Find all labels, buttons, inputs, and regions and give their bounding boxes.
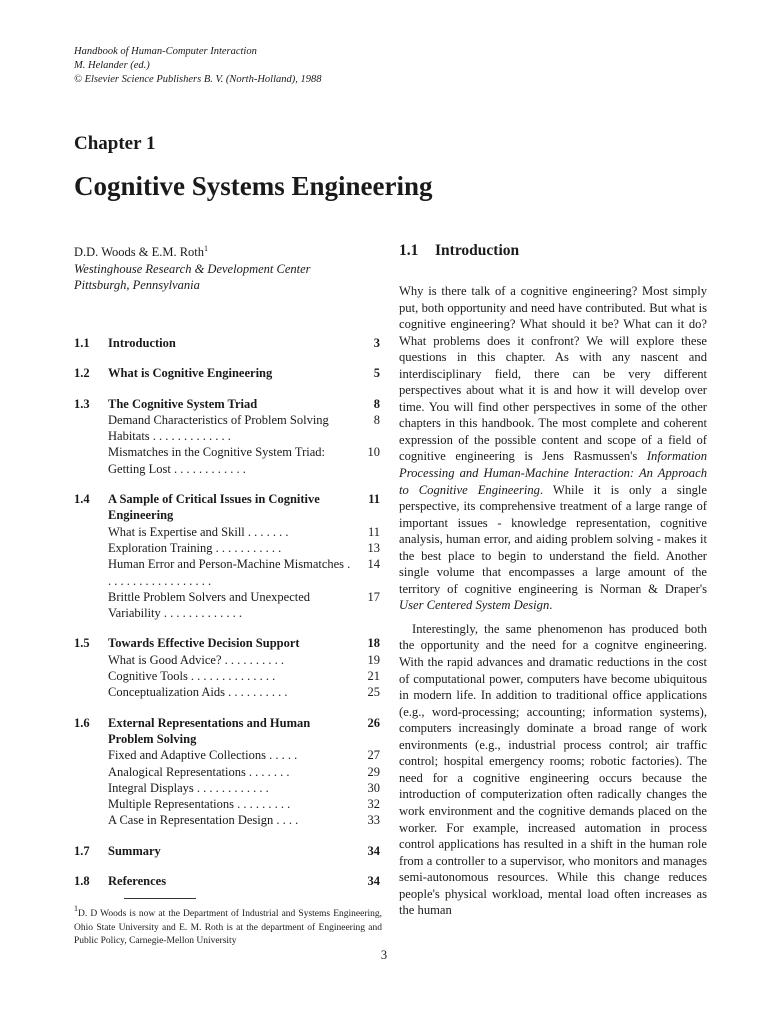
header-publisher: © Elsevier Science Publishers B. V. (North-Holland), 1988 bbox=[74, 74, 322, 85]
section-heading bbox=[399, 242, 519, 260]
toc-subentry-page: 27 bbox=[367, 748, 380, 763]
toc-page-number: 34 bbox=[367, 874, 380, 889]
toc-section bbox=[74, 335, 380, 351]
p1-part-1: Why is there talk of a cognitive engineering? Most simply put, both opportunity and need have contributed. But what is cognitive engineering? What should it be? What can it do? What problems does it confront? We will explore these questions in this chapter. As with any nascent and interdisciplinary field, there can be very different perspectives about what it is and how it will develop over time. You will find other perspectives in some of the other chapters in this handbook. The most complete and coherent expression of the possible content and scope of a field of cognitive engineering is Jens Rasmussen's bbox=[399, 284, 707, 464]
toc-subentry-page: 17 bbox=[367, 589, 380, 604]
toc-subentry bbox=[74, 796, 380, 812]
toc-subentry-page: 21 bbox=[367, 669, 380, 684]
toc-title: The Cognitive System Triad bbox=[108, 396, 258, 411]
toc-page-number: 8 bbox=[373, 396, 380, 411]
table-of-contents bbox=[74, 335, 380, 903]
toc-subentry-page: 13 bbox=[367, 540, 380, 555]
toc-subentry-page: 32 bbox=[367, 797, 380, 812]
header-book-title: Handbook of Human-Computer Interaction bbox=[74, 46, 257, 57]
toc-subentry bbox=[74, 412, 380, 445]
author-names-text: D.D. Woods & E.M. Roth bbox=[74, 245, 205, 259]
paragraph-1 bbox=[399, 283, 707, 614]
toc-entry bbox=[74, 873, 380, 889]
p1-book-title-2: User Centered System Design bbox=[399, 598, 550, 613]
toc-entry bbox=[74, 365, 380, 381]
toc-subentry-title: Conceptualization Aids . . . . . . . . . . bbox=[108, 685, 288, 700]
toc-section bbox=[74, 491, 380, 621]
footnote bbox=[74, 904, 382, 949]
toc-subentry-title: Human Error and Person-Machine Mismatches . . . . . . . . . . . . . . . . . . bbox=[108, 557, 351, 588]
toc-section bbox=[74, 396, 380, 477]
toc-subentry-title: Cognitive Tools . . . . . . . . . . . . . . bbox=[108, 669, 276, 684]
p1-part-3: . bbox=[549, 598, 553, 613]
toc-number: 1.7 bbox=[74, 843, 90, 858]
toc-subentry-title: Mismatches in the Cognitive System Triad: Getting Lost . . . . . . . . . . . . bbox=[108, 445, 326, 476]
toc-subentry-title: Brittle Problem Solvers and Unexpected Variability . . . . . . . . . . . . . bbox=[108, 589, 311, 621]
toc-number: 1.4 bbox=[74, 492, 90, 507]
toc-number: 1.5 bbox=[74, 636, 90, 651]
toc-page-number: 26 bbox=[367, 715, 380, 730]
toc-subentry-title: A Case in Representation Design . . . . bbox=[108, 813, 299, 828]
toc-title: References bbox=[108, 874, 167, 889]
toc-number: 1.3 bbox=[74, 396, 90, 411]
toc-subentry-page: 19 bbox=[367, 652, 380, 667]
toc-subentry-title: Exploration Training . . . . . . . . . . . bbox=[108, 540, 282, 555]
toc-subentry-page: 33 bbox=[367, 813, 380, 828]
toc-subentry bbox=[74, 589, 380, 622]
footnote-rule bbox=[124, 898, 196, 899]
toc-section bbox=[74, 365, 380, 381]
toc-page-number: 18 bbox=[367, 636, 380, 651]
toc-subentry bbox=[74, 764, 380, 780]
toc-subentry-page: 25 bbox=[367, 685, 380, 700]
toc-subentry bbox=[74, 444, 380, 477]
toc-entry bbox=[74, 335, 380, 351]
toc-subentry bbox=[74, 556, 380, 589]
toc-title: External Representations and Human Problem Solving bbox=[108, 715, 311, 746]
section-number: 1.1 bbox=[399, 242, 419, 259]
toc-subentry-page: 29 bbox=[367, 764, 380, 779]
page-number: 3 bbox=[380, 948, 388, 962]
toc-page-number: 34 bbox=[367, 843, 380, 858]
toc-number: 1.1 bbox=[74, 336, 90, 350]
toc-entry bbox=[74, 635, 380, 651]
author-names bbox=[74, 244, 311, 261]
toc-subentry bbox=[74, 524, 380, 540]
toc-entry bbox=[74, 396, 380, 412]
toc-subentry-title: What is Good Advice? . . . . . . . . . . bbox=[108, 652, 285, 667]
toc-section bbox=[74, 843, 380, 859]
toc-entry bbox=[74, 491, 380, 524]
toc-subentry bbox=[74, 684, 380, 700]
chapter-title: Cognitive Systems Engineering bbox=[74, 171, 433, 201]
toc-subentry-title: Integral Displays . . . . . . . . . . . . bbox=[108, 780, 269, 795]
toc-section bbox=[74, 635, 380, 700]
toc-title: A Sample of Critical Issues in Cognitive Engineering bbox=[108, 492, 320, 523]
toc-subentry-title: Demand Characteristics of Problem Solving Habitats . . . . . . . . . . . . . bbox=[108, 412, 329, 444]
toc-page-number: 11 bbox=[368, 492, 380, 507]
toc-subentry bbox=[74, 652, 380, 668]
toc-number: 1.8 bbox=[74, 874, 90, 889]
toc-page-number: 3 bbox=[373, 336, 380, 350]
toc-title: Summary bbox=[108, 843, 161, 858]
toc-subentry-title: Multiple Representations . . . . . . . . . bbox=[108, 797, 291, 812]
toc-subentry-title: What is Expertise and Skill . . . . . . . bbox=[108, 524, 289, 539]
toc-title: Towards Effective Decision Support bbox=[108, 636, 300, 651]
toc-page-number: 5 bbox=[373, 366, 380, 381]
toc-section bbox=[74, 715, 380, 829]
toc-title: What is Cognitive Engineering bbox=[108, 366, 273, 381]
p1-part-2: . While it is only a single perspective, its comprehensive treatment of a large range of important issues - knowledge representation, cognitive analysis, human error, and aiding problem solving - makes it the best place to begin to understand the field. Another single volume that encompasses a large amount of the territory of cognitive engineering is Norman & Draper's bbox=[399, 482, 707, 596]
toc-subentry bbox=[74, 780, 380, 796]
toc-subentry-page: 30 bbox=[367, 780, 380, 795]
section-title: Introduction bbox=[435, 242, 520, 259]
toc-subentry-title: Fixed and Adaptive Collections . . . . . bbox=[108, 748, 298, 763]
toc-subentry-title: Analogical Representations . . . . . . . bbox=[108, 764, 290, 779]
toc-title: Introduction bbox=[108, 336, 176, 350]
toc-section bbox=[74, 873, 380, 889]
footnote-mark: 1 bbox=[74, 904, 78, 913]
toc-subentry bbox=[74, 668, 380, 684]
footnote-text: D. D Woods is now at the Department of Industrial and Systems Engineering, Ohio State University and E. M. Roth is at the department of Engineering and Public Policy, Carnegie-Mellon University bbox=[74, 909, 382, 946]
chapter-label: Chapter 1 bbox=[74, 133, 156, 154]
toc-entry bbox=[74, 843, 380, 859]
paragraph-2: Interestingly, the same phenomenon has produced both the opportunity and the need for a cognitve engineering. With the rapid advances and dramatic reductions in the cost of computational power, computers have become ubiquitous in modern life. In addition to traditional office applications (e.g., word-processing; accounting; information systems), computers increasingly dominate a broad range of work environments (e.g., industrial process control; air traffic control; hospital emergency rooms; robotic factories). The need for a cognitive engineering occurs because the introduction of computerization often radically changes the work environment and the cognitive demands placed on the worker. For example, increased automation in process control applications has resulted in a shift in the human role from a controller to a supervisor, who monitors and manages semi-autonomous resources. While this change reduces people's physical workload, mental load often increases as the human bbox=[399, 621, 707, 918]
author-location: Pittsburgh, Pennsylvania bbox=[74, 278, 200, 292]
toc-number: 1.2 bbox=[74, 366, 90, 381]
author-affiliation: Westinghouse Research & Development Center bbox=[74, 261, 311, 276]
toc-subentry bbox=[74, 747, 380, 763]
author-block bbox=[74, 244, 311, 294]
body-text bbox=[399, 283, 707, 919]
toc-subentry-page: 10 bbox=[367, 445, 380, 460]
p1-book-title-1: Information Processing and Human-Machine Interaction: An Approach to Cognitive Engineering bbox=[399, 449, 707, 497]
toc-subentry bbox=[74, 812, 380, 828]
running-header bbox=[74, 45, 322, 87]
toc-entry bbox=[74, 715, 380, 748]
toc-subentry-page: 11 bbox=[367, 524, 380, 539]
toc-subentry-page: 8 bbox=[373, 412, 380, 427]
toc-subentry-page: 14 bbox=[367, 557, 380, 572]
author-footnote-mark: 1 bbox=[204, 244, 209, 253]
header-editor: M. Helander (ed.) bbox=[74, 60, 150, 71]
toc-number: 1.6 bbox=[74, 715, 90, 730]
toc-subentry bbox=[74, 540, 380, 556]
